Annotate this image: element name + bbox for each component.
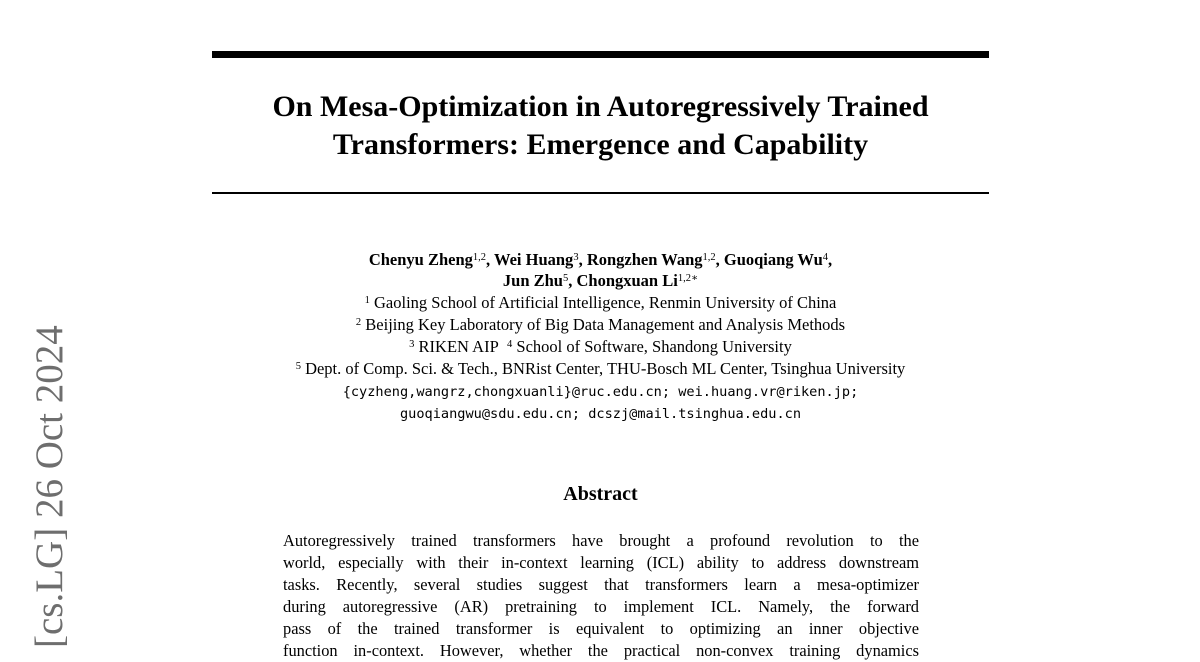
abstract-line: during autoregressive (AR) pretraining to implement ICL. Namely, the forward <box>283 597 919 616</box>
author-sep: , <box>715 250 724 269</box>
affiliation-text: School of Software, Shandong University <box>516 337 792 356</box>
author-affil-sup: 1,2 <box>472 252 487 263</box>
paper-title <box>212 88 989 164</box>
author-name: Guoqiang Wu <box>723 250 823 269</box>
title-bottom-rule <box>212 192 989 194</box>
abstract-body <box>283 530 919 662</box>
affiliation-sup: 1 <box>364 295 370 306</box>
abstract-line: Autoregressively trained transformers have brought a profound revolution to the <box>283 531 919 550</box>
abstract-line: pass of the trained transformer is equivalent to optimizing an inner objective <box>283 619 919 638</box>
author-sep: , <box>828 250 833 269</box>
author-line-2 <box>212 270 989 291</box>
author-sep: , <box>486 250 494 269</box>
top-thick-rule <box>212 51 989 58</box>
author-name: Chongxuan Li <box>576 271 678 290</box>
affiliation-text: Beijing Key Laboratory of Big Data Management and Analysis Methods <box>365 315 846 334</box>
title-line-1: On Mesa-Optimization in Autoregressively Trained <box>272 90 929 123</box>
author-list <box>212 249 989 291</box>
abstract-line: world, especially with their in-context learning (ICL) ability to address downstream <box>283 553 919 572</box>
title-line-2: Transformers: Emergence and Capability <box>332 128 869 161</box>
affiliation-sup: 4 <box>507 339 513 350</box>
author-name: Wei Huang <box>494 250 574 269</box>
email-line-1: {cyzheng,wangrz,chongxuanli}@ruc.edu.cn; wei.huang.vr@riken.jp; <box>342 384 859 400</box>
author-name: Chenyu Zheng <box>368 250 473 269</box>
affiliation-sup: 3 <box>409 339 415 350</box>
abstract-heading: Abstract <box>563 483 638 505</box>
affiliation-2 <box>212 314 989 336</box>
affiliation-5 <box>212 358 989 380</box>
author-affil-sup: 5 <box>562 273 569 284</box>
author-affil-sup: 1,2 <box>702 252 716 263</box>
affiliation-3-4 <box>212 336 989 358</box>
affiliation-text: Gaoling School of Artificial Intelligence, Renmin University of China <box>374 293 837 312</box>
author-sep: , <box>578 250 587 269</box>
affiliation-text: RIKEN AIP <box>418 337 499 356</box>
author-name: Jun Zhu <box>502 271 563 290</box>
affiliation-text: Dept. of Comp. Sci. & Tech., BNRist Center, THU-Bosch ML Center, Tsinghua University <box>305 359 906 378</box>
abstract-line: function in-context. However, whether the practical non-convex training dynamics <box>283 641 919 660</box>
abstract-line: tasks. Recently, several studies suggest that transformers learn a mesa-optimizer <box>283 575 919 594</box>
author-affil-sup: 1,2∗ <box>677 273 699 284</box>
affiliation-1 <box>212 292 989 314</box>
author-affil-sup: 4 <box>822 252 829 263</box>
author-name: Rongzhen Wang <box>586 250 703 269</box>
email-line-2: guoqiangwu@sdu.edu.cn; dcszj@mail.tsinghua.edu.cn <box>399 406 802 422</box>
author-affil-sup: 3 <box>573 252 579 263</box>
affiliation-sup: 5 <box>295 361 301 372</box>
affiliation-sup: 2 <box>355 317 362 328</box>
author-line-1 <box>212 249 989 270</box>
arxiv-side-stamp: [cs.LG] 26 Oct 2024 <box>28 325 71 648</box>
author-sep: , <box>568 271 577 290</box>
